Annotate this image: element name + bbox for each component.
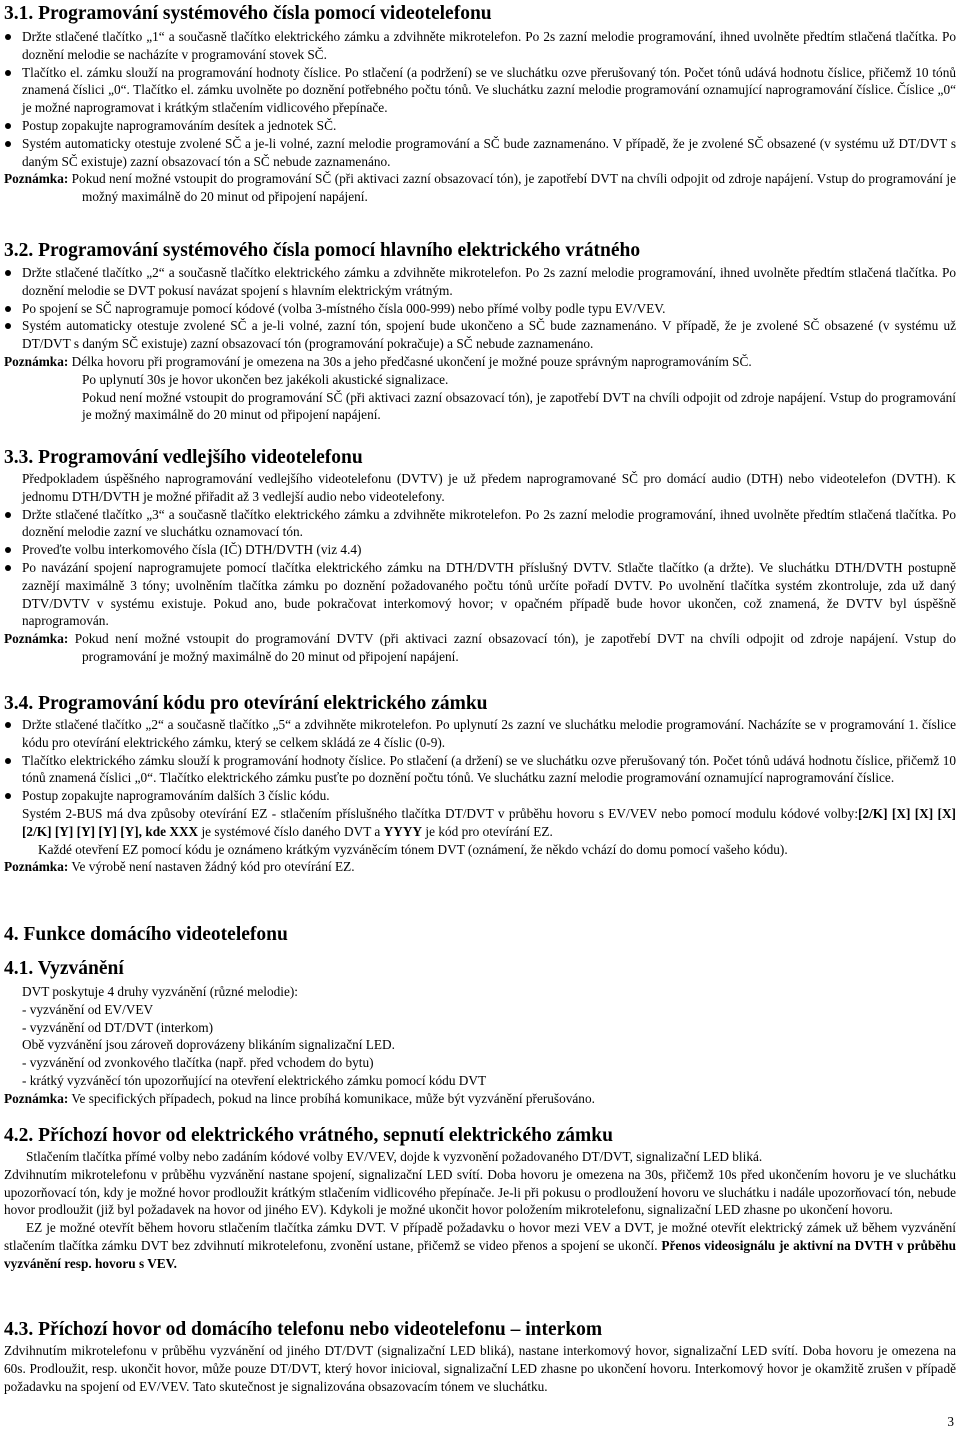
bullet-icon <box>5 70 11 76</box>
list-item: Tlačítko el. zámku slouží na programování hodnoty číslice. Po stlačení (a podržení) se ve sluchátku ozve přerušovaný tón. Počet tónů udává hodnotu číslice, přičemž 10 tónů znamená číslici „0“. Tlačítko el. zámku uvolněte po doznění potřebného počtu tónů. Ve sluchátku zazní melodie programování oznamující naprogramování číslice. Číslice „0“ je možné naprogramovat i krátkým stlačením vidlicového přepínače. <box>0 64 960 117</box>
list-item: Systém automaticky otestuje zvolené SČ a je-li volné, zazní melodie programování a SČ bude zaznamenáno. V případě, že je zvolené SČ obsazené (v systému už DT/DVT s daným SČ existuje) zazní obsazovací tón a SČ nebude zaznamenáno. <box>0 135 960 171</box>
bullet-icon <box>5 565 11 571</box>
heading-4: 4. Funkce domácího videotelefonu <box>4 924 288 945</box>
heading-3-2: 3.2. Programování systémového čísla pomocí hlavního elektrického vrátného <box>4 240 641 261</box>
paragraph-code-modes: Systém 2-BUS má dva způsoby otevírání EZ - stlačením příslušného tlačítka DT/DVT v průběhu hovoru s EV/VEV nebo pomocí modulu kódové volby:[2/K] [X] [X] [X] [2/K] [Y] [Y] [Y] [Y], kde XXX je systémové číslo daného DVT a YYYY je kód pro otevírání EZ. <box>22 805 956 839</box>
ringing-line: Obě vyzvánění jsou zároveň doprovázeny blikáním signalizační LED. <box>22 1037 395 1053</box>
note-4-1: Poznámka: Ve specifických případech, pokud na lince probíhá komunikace, může být vyzvánění přerušováno. <box>4 1090 595 1106</box>
section-3-3 <box>0 447 960 666</box>
bullet-icon <box>5 123 11 129</box>
list-3-1 <box>0 28 960 170</box>
ringing-line: - krátký vyzváněcí tón upozorňující na otevření elektrického zámku pomocí kódu DVT <box>22 1072 487 1088</box>
list-item: Postup zopakujte naprogramováním desítek a jednotek SČ. <box>0 117 960 135</box>
heading-3-4: 3.4. Programování kódu pro otevírání elektrického zámku <box>4 693 488 714</box>
bullet-icon <box>5 306 11 312</box>
heading-4-1: 4.1. Vyzvánění <box>4 958 124 979</box>
list-item: Držte stlačené tlačítko „2“ a současně tlačítko elektrického zámku a zdvihněte mikrotelefon. Po 2s zazní melodie programování, ihned uvolněte předtím stlačená tlačítka. Po doznění melodie se DVT pokusí navázat spojení s hlavním elektrickým vrátným. <box>0 264 960 300</box>
section-3-1 <box>0 3 960 206</box>
section-3-4 <box>0 693 960 876</box>
section-4 <box>0 924 960 946</box>
bullet-icon <box>5 758 11 764</box>
ringing-list <box>0 983 960 1090</box>
bullet-icon <box>5 323 11 329</box>
section-4-1 <box>0 958 960 1108</box>
paragraph-4-2-3: EZ je možné otevřít během hovoru stlačením tlačítka zámku DVT. V případě požadavku o hovor mezi VEV a DVT, je možné otevřít elektrický zámek už během vyzvánění stlačením tlačítka zámku DVT bez zdvihnutí mikrotelefonu, zvonění ustane, přičemž se video přenos a spojení se ukončí. Přenos videosignálu je aktivní na DVTH v průběhu vyzvánění resp. hovoru s VEV. <box>4 1220 956 1271</box>
list-3-2 <box>0 264 960 353</box>
note-3-2-line3: Pokud není možné vstoupit do programování SČ (při aktivaci zazní obsazovací tón), je zapotřebí DVT na chvíli odpojit od zdroje napájení. Vstup do programování je možný maximálně do 20 minut od připojení napájení. <box>82 389 956 423</box>
heading-4-2: 4.2. Příchozí hovor od elektrického vrátného, sepnutí elektrického zámku <box>4 1125 613 1146</box>
ringing-line: DVT poskytuje 4 druhy vyzvánění (různé melodie): <box>22 984 298 999</box>
ringing-line: - vyzvánění od EV/VEV <box>22 1001 154 1017</box>
list-item: Tlačítko elektrického zámku slouží k programování hodnoty číslice. Po stlačení (a držení) se ve sluchátku ozve přerušovaný tón. Počet tónů udává hodnotu číslice, přičemž 10 tónů znamená číslici „0“. Tlačítko elektrického zámku pusťte po doznění počtu tónů. Ve sluchátku zazní melodie programování oznamující naprogramování číslice. <box>0 752 960 788</box>
bullet-icon <box>5 141 11 147</box>
note-3-2: Poznámka: Délka hovoru při programování je omezena na 30s a jeho předčasné ukončení je možné pouze správným naprogramováním SČ. <box>4 353 752 369</box>
note-3-2-line2: Po uplynutí 30s je hovor ukončen bez jakékoli akustické signalizace. <box>82 371 449 387</box>
paragraph-4-3-1: Zdvihnutím mikrotelefonu v průběhu vyzvánění od jiného DT/DVT (signalizační LED bliká), nastane interkomový hovor, signalizační LED svítí. Doba hovoru je omezena na 60s. Prodloužit, resp. ukončit hovor, může pouze DT/DVT, který hovor inicioval, signalizační LED zhasne po ukončení hovoru. Interkomový hovor je okamžitě zrušen v případě požadavku na spojení od EV/VEV. Tato skutečnost je signalizována obsazovacím tónem ve sluchátku. <box>4 1343 956 1394</box>
bullet-icon <box>5 34 11 40</box>
list-item: Po navázání spojení naprogramujete pomocí tlačítka elektrického zámku na DTH/DVTH příslušný DVTV. Stlačte tlačítko (a držte). Ve sluchátku DTH/DVTH postupně zaznějí maximálně 3 tóny; uvolněním tlačítka zámku po doznění požadovaného počtu tónů určíte pořadí DVTV. Po uvolnění tlačítka systém zkontroluje, zda už daný DTV/DVTV v systému existuje. Pokud ano, bude pokračovat interkomový hovor; v opačném případě bude hovor ukončen, což znamená, že DVTV byl úspěšně naprogramován. <box>0 559 960 630</box>
list-item: Držte stlačené tlačítko „1“ a současně tlačítko elektrického zámku a zdvihněte mikrotelefon. Po 2s zazní melodie programování, ihned uvolněte předtím stlačená tlačítka. Po doznění melodie se nacházíte v programování stovek SČ. <box>0 28 960 64</box>
list-3-3 <box>0 506 960 631</box>
list-item: Postup zopakujte naprogramováním dalších 3 číslic kódu. <box>0 787 960 805</box>
bullet-icon <box>5 793 11 799</box>
ringing-line: - vyzvánění od DT/DVT (interkom) <box>22 1019 214 1035</box>
note-3-1: Poznámka: Pokud není možné vstoupit do programování SČ (při aktivaci zazní obsazovací tón), je zapotřebí DVT na chvíli odpojit od zdroje napájení. Vstup do programování je možný maximálně do 20 minut od připojení napájení. <box>4 171 956 205</box>
bullet-icon <box>5 547 11 553</box>
bullet-icon <box>5 270 11 276</box>
list-item: Držte stlačené tlačítko „3“ a současně tlačítko elektrického zámku a zdvihněte mikrotelefon. Po 2s zazní melodie programování, ihned uvolněte předtím stlačená tlačítka. Po doznění melodie zazní ve sluchátku oznamovací tón. <box>0 506 960 542</box>
note-3-3: Poznámka: Pokud není možné vstoupit do programování DVTV (při aktivaci zazní obsazovací tón), je zapotřebí DVT na chvíli odpojit od zdroje napájení. Vstup do programování je možný maximálně do 20 minut od připojení napájení. <box>4 631 956 664</box>
list-item: Držte stlačené tlačítko „2“ a současně tlačítko „5“ a zdvihněte mikrotelefon. Po uplynutí 2s zazní ve sluchátku melodie programování. Nacházíte se v programování 1. číslice kódu pro otevírání elektrického zámku, který se celkem skládá ze 4 číslic (0-9). <box>0 716 960 752</box>
list-item: Po spojení se SČ naprogramuje pomocí kódové (volba 3-místného čísla 000-999) nebo přímé volby podle typu EV/VEV. <box>0 300 960 318</box>
ringing-line: - vyzvánění od zvonkového tlačítka (např. před vchodem do bytu) <box>22 1055 374 1071</box>
paragraph-code-notice: Každé otevření EZ pomocí kódu je oznámeno krátkým vyzváněcím tónem DVT (oznámení, že někdo vchází do domu pomocí vašeho kódu). <box>38 841 788 857</box>
list-3-4 <box>0 716 960 805</box>
heading-3-3: 3.3. Programování vedlejšího videotelefonu <box>4 447 363 468</box>
list-item: Systém automaticky otestuje zvolené SČ a je-li volné, zazní tón, spojení bude ukončeno a SČ bude zaznamenáno. V případě, že je zvolené SČ obsazené (v systému už DT/DVT s daným SČ existuje) zazní obsazovací tón (programování pokračuje) a SČ nebude zaznamenáno. <box>0 317 960 353</box>
section-3-2 <box>0 240 960 424</box>
page-number: 3 <box>947 1414 954 1429</box>
note-3-4: Poznámka: Ve výrobě není nastaven žádný kód pro otevírání EZ. <box>4 859 355 875</box>
paragraph-4-2-2: Zdvihnutím mikrotelefonu v průběhu vyzvánění nastane spojení, signalizační LED svítí. Doba hovoru je omezena na 30s, přičemž 10s před ukončením hovoru je ve sluchátku upozorňovací tón, kdy je možné hovor prodloužit krátkým stlačením vidlicového přepínače. Je-li při pokusu o prodloužení hovoru ve sluchátku i nadále upozorňovací tón, nebude hovor prodloužit (již byl požadavek na hovor od jiného EV). Kdykoli je možné ukončit hovor položením mikrotelefonu, signalizační LED zhasne po ukončení hovoru. <box>4 1166 956 1218</box>
heading-3-1: 3.1. Programování systémového čísla pomocí videotelefonu <box>4 3 492 24</box>
list-item: Proveďte volbu interkomového čísla (IČ) DTH/DVTH (viz 4.4) <box>0 541 960 559</box>
bullet-icon <box>5 722 11 728</box>
paragraph-4-2-1: Stlačením tlačítka přímé volby nebo zadáním kódové volby EV/VEV, dojde k vyzvonění požadovaného DT/DVT, signalizační LED bliká. <box>26 1149 763 1164</box>
bullet-icon <box>5 512 11 518</box>
section-4-2 <box>0 1125 960 1273</box>
intro-3-3: Předpokladem úspěšného naprogramování vedlejšího videotelefonu (DVTV) je už předem naprogramované SČ pro domácí audio (DTH) nebo videotelefon (DVTH). K jednomu DTH/DVTH je možné přiřadit až 3 vedlejší audio nebo videotelefony. <box>22 471 956 504</box>
heading-4-3: 4.3. Příchozí hovor od domácího telefonu nebo videotelefonu – interkom <box>4 1319 603 1340</box>
section-4-3 <box>0 1319 960 1395</box>
